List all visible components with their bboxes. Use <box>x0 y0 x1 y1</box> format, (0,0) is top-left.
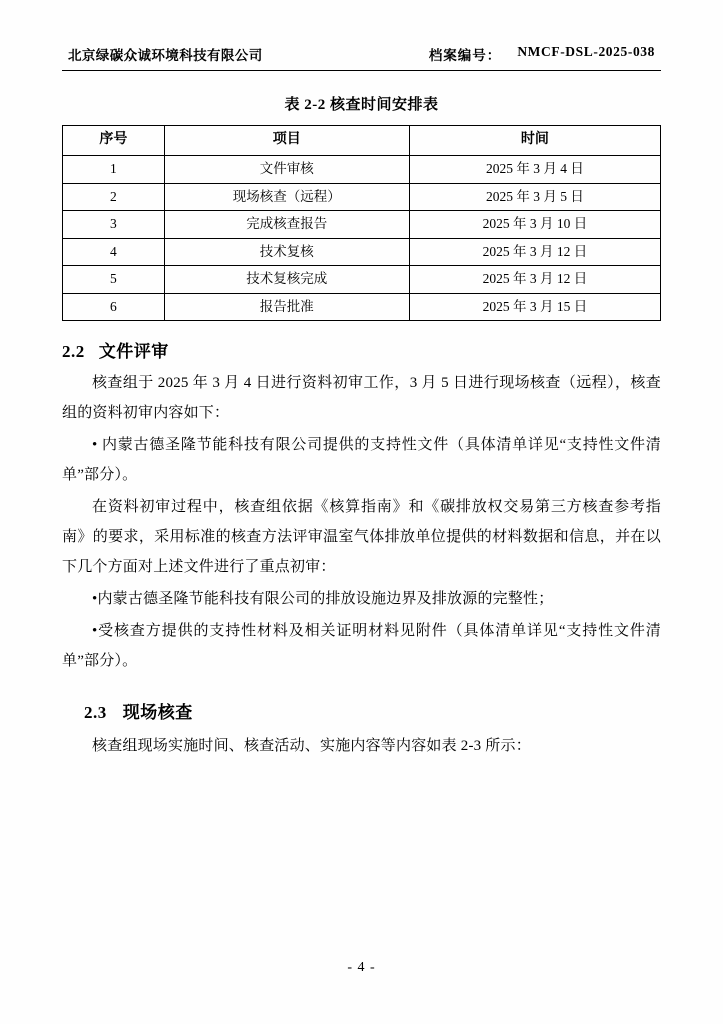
table-header-row <box>63 126 661 156</box>
cell-time: 2025 年 3 月 12 日 <box>409 266 660 294</box>
schedule-table <box>62 125 661 321</box>
table-row <box>63 183 661 211</box>
section-number: 2.3 <box>84 703 107 723</box>
cell-index: 4 <box>63 238 165 266</box>
cell-index: 6 <box>63 293 165 321</box>
cell-item: 报告批准 <box>164 293 409 321</box>
table-row <box>63 211 661 239</box>
table-row <box>63 156 661 184</box>
cell-index: 5 <box>63 266 165 294</box>
section-number: 2.2 <box>62 342 85 362</box>
header-archive <box>429 44 655 64</box>
section-heading-2-2 <box>62 337 661 362</box>
section-title: 文件评审 <box>98 342 169 362</box>
paragraph-evidence-attachment: •受核查方提供的支持性材料及相关证明材料见附件（具体清单详见“支持性文件清单”部分）。 <box>62 623 661 670</box>
header-company-name: 北京绿碳众诚环境科技有限公司 <box>68 48 263 63</box>
column-header-item: 项目 <box>164 126 409 156</box>
table-row <box>63 293 661 321</box>
paragraph-review-method: 在资料初审过程中，核查组依据《核算指南》和《碳排放权交易第三方核查参考指南》的要求，采用标准的核查方法评审温室气体排放单位提供的材料数据和信息，并在以下几个方面对上述文件进行了重点初审： <box>62 499 661 576</box>
section-heading-2-3 <box>62 698 661 723</box>
archive-code: NMCF-DSL-2025-038 <box>517 44 655 59</box>
cell-index: 2 <box>63 183 165 211</box>
cell-time: 2025 年 3 月 12 日 <box>409 238 660 266</box>
page-footer <box>0 960 723 976</box>
cell-time: 2025 年 3 月 4 日 <box>409 156 660 184</box>
page-header <box>62 44 661 71</box>
page-number: - 4 - <box>347 960 376 975</box>
cell-item: 文件审核 <box>164 156 409 184</box>
cell-item: 技术复核完成 <box>164 266 409 294</box>
table-caption: 表 2-2 核查时间安排表 <box>284 97 439 113</box>
column-header-time: 时间 <box>409 126 660 156</box>
paragraph-review-schedule: 核查组于 2025 年 3 月 4 日进行资料初审工作，3 月 5 日进行现场核查（远程），核查组的资料初审内容如下： <box>62 375 661 422</box>
cell-item: 完成核查报告 <box>164 211 409 239</box>
paragraph-supporting-docs: • 内蒙古德圣隆节能科技有限公司提供的支持性文件（具体清单详见“支持性文件清单”部分）。 <box>62 437 661 484</box>
cell-time: 2025 年 3 月 15 日 <box>409 293 660 321</box>
cell-index: 3 <box>63 211 165 239</box>
cell-time: 2025 年 3 月 10 日 <box>409 211 660 239</box>
cell-item: 技术复核 <box>164 238 409 266</box>
cell-time: 2025 年 3 月 5 日 <box>409 183 660 211</box>
cell-item: 现场核查（远程） <box>164 183 409 211</box>
cell-index: 1 <box>63 156 165 184</box>
table-row <box>63 266 661 294</box>
paragraph-onsite-intro: 核查组现场实施时间、核查活动、实施内容等内容如表 2-3 所示： <box>92 738 531 755</box>
column-header-index: 序号 <box>63 126 165 156</box>
paragraph-boundary-completeness: •内蒙古德圣隆节能科技有限公司的排放设施边界及排放源的完整性； <box>92 591 554 608</box>
archive-label: 档案编号： <box>428 48 502 63</box>
table-row <box>63 238 661 266</box>
section-title: 现场核查 <box>122 703 193 723</box>
